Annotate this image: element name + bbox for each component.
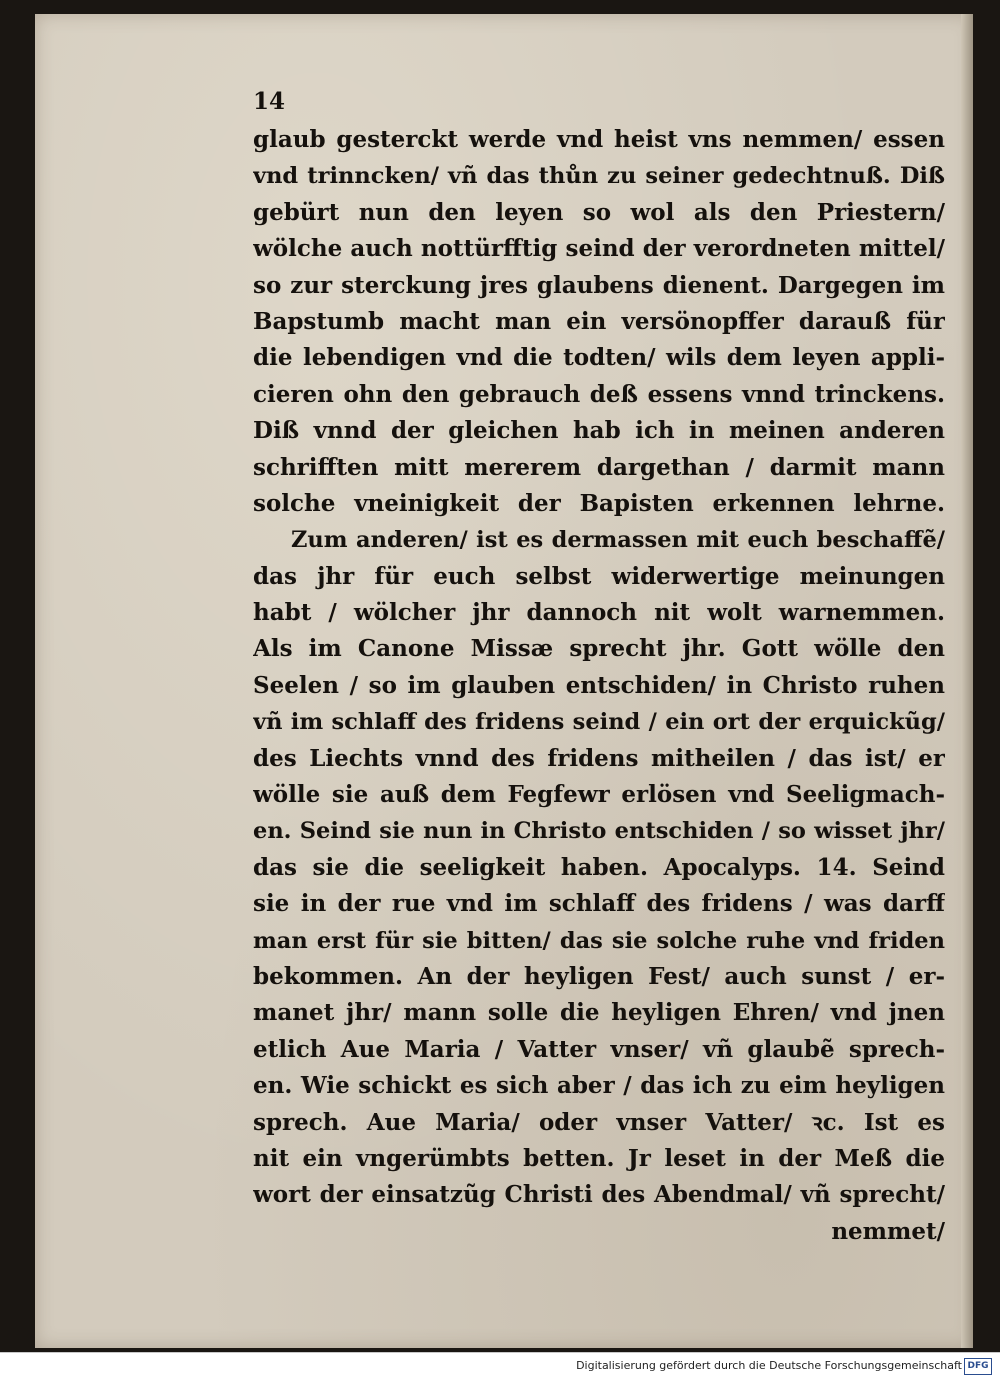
text-line: Bapstumb macht man ein versönopffer darauß für [253,307,945,335]
text-line: Seelen / so im glauben entschiden/ in Christo ruhen [253,671,945,699]
text-line: man erst für sie bitten/ das sie solche ruhe vnd friden [253,927,945,954]
text-line: Als im Canone Missæ sprecht jhr. Gott wölle den [253,635,945,663]
text-line: sprech. Aue Maria/ oder vnser Vatter/ ꝛc. Ist es [253,1108,945,1136]
text-line: Diß vnnd der gleichen hab ich in meinen anderen [253,417,945,445]
page-text [253,122,945,1250]
catchword: nemmet/ [831,1217,945,1245]
text-line: en. Wie schickt es sich aber / das ich zu eim heyligen [253,1072,945,1100]
text-line: vnd trinncken/ vñ das thůn zu seiner gedechtnuß. Diß [253,163,945,190]
text-line: so zur sterckung jres glaubens dienent. Dargegen im [253,271,945,299]
footer-bar [0,1352,1000,1381]
text-line: glaub gesterckt werde vnd heist vns nemmen/ essen [253,126,945,153]
text-line: das jhr für euch selbst widerwertige meinungen [253,562,945,590]
text-line: Zum anderen/ ist es dermassen mit euch beschaffẽ/ [291,527,945,554]
text-line: manet jhr/ mann solle die heyligen Ehren/ vnd jnen [253,999,945,1027]
text-line: solche vneinigkeit der Bapisten erkennen lehrne. [253,489,945,517]
text-line: gebürt nun den leyen so wol als den Priestern/ [253,198,945,226]
text-line: cieren ohn den gebrauch deß essens vnnd trinckens. [253,380,945,408]
text-line: wölche auch nottürfftig seind der verordneten mittel/ [253,235,945,263]
text-line: schrifften mitt mererem dargethan / darmit mann [253,453,945,481]
text-line: en. Seind sie nun in Christo entschiden / so wisset jhr/ [253,818,945,845]
text-line: wort der einsatzũg Christi des Abendmal/ vñ sprecht/ [253,1181,945,1209]
text-line: habt / wölcher jhr dannoch nit wolt warnemmen. [253,599,945,627]
dfg-logo-icon: DFG [964,1358,992,1375]
text-line: sie in der rue vnd im schlaff des fridens / was darff [253,890,945,918]
page-number: 14 [253,88,286,115]
text-line: die lebendigen vnd die todten/ wils dem leyen appli- [253,344,945,372]
text-line: bekommen. An der heyligen Fest/ auch sunst / er- [253,962,945,990]
text-line: das sie die seeligkeit haben. Apocalyps. 14. Seind [253,853,945,881]
text-line: vñ im schlaff des fridens seind / ein ort der erquickũg/ [253,709,945,736]
funding-credit: Digitalisierung gefördert durch die Deutsche Forschungsgemeinschaft [576,1359,962,1372]
page-spine-shadow [961,14,973,1348]
text-line: etlich Aue Maria / Vatter vnser/ vñ glaubẽ sprech- [253,1035,945,1063]
text-line: nit ein vngerümbts betten. Jr leset in der Meß die [253,1144,945,1172]
text-line: des Liechts vnnd des fridens mitheilen / das ist/ er [253,744,945,772]
text-line: wölle sie auß dem Fegfewr erlösen vnd Seeligmach- [253,781,945,809]
